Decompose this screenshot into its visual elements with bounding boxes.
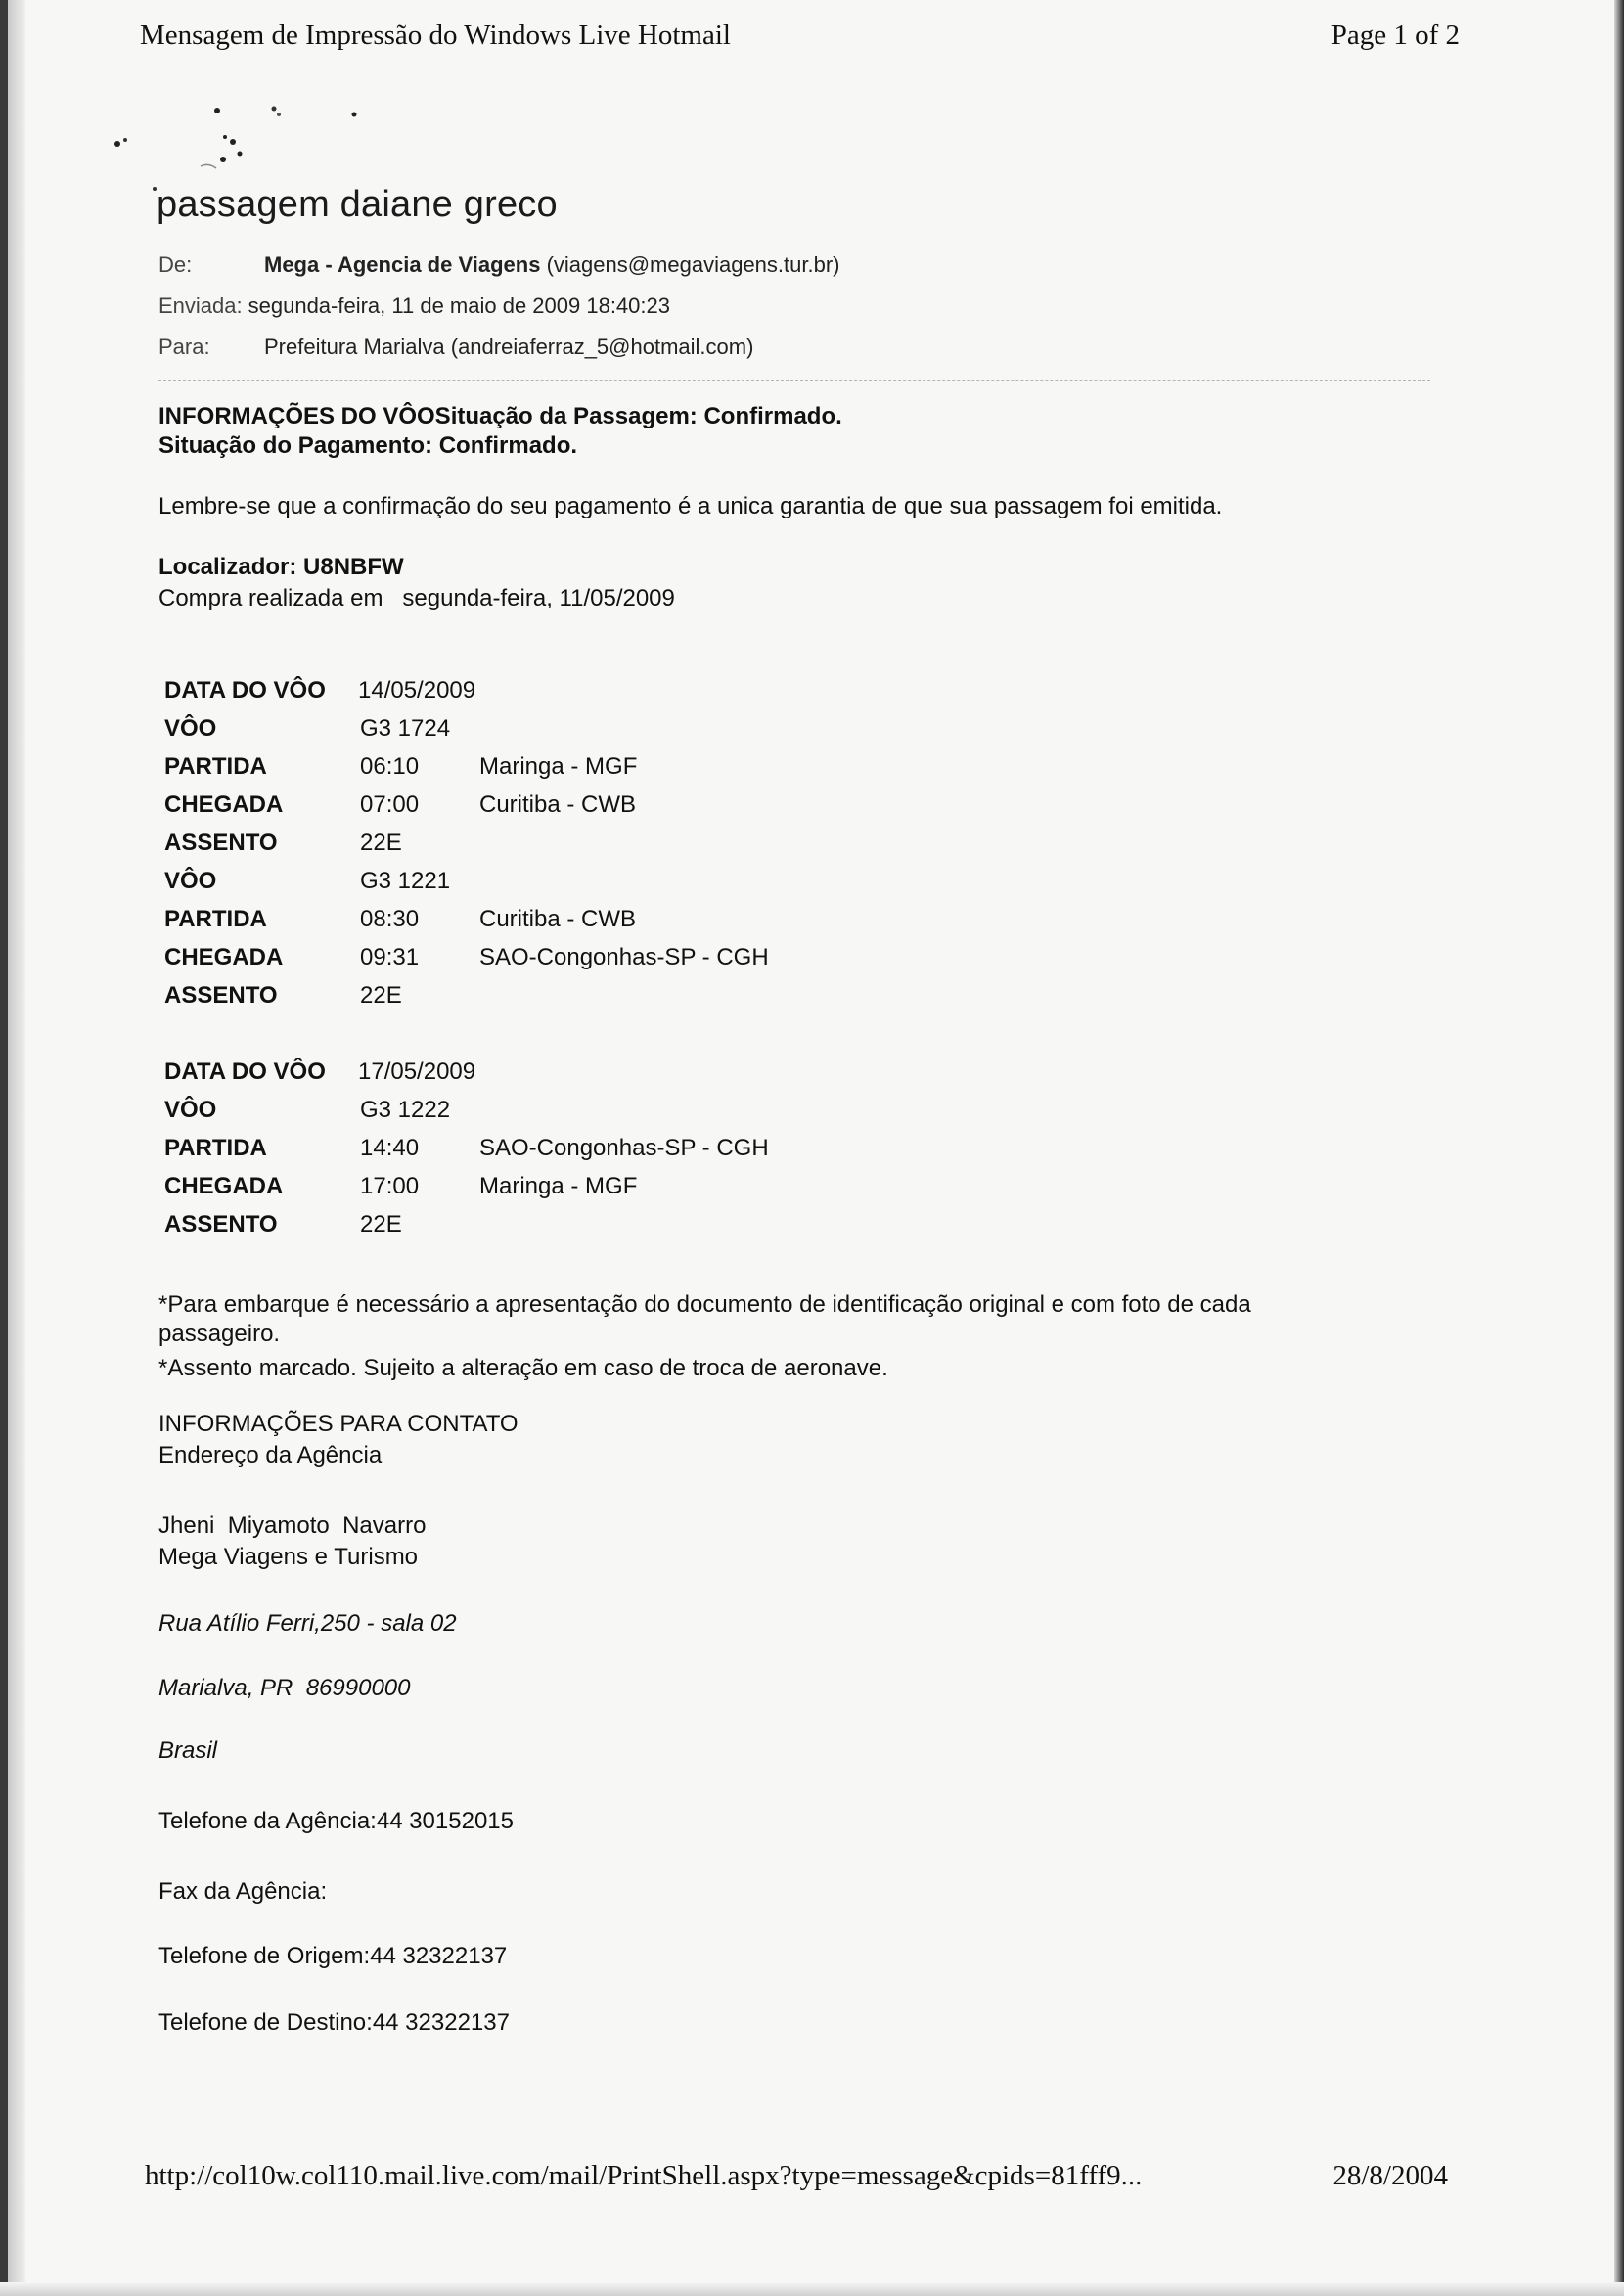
flight-date-label: DATA DO VÔO bbox=[164, 1058, 326, 1085]
id-document-note-cont: passageiro. bbox=[158, 1321, 281, 1347]
flight-date-label: DATA DO VÔO bbox=[164, 677, 326, 703]
row-value: 07:00 bbox=[360, 791, 420, 818]
booking-locator: Localizador: U8NBFW bbox=[158, 554, 404, 580]
scan-edge-right bbox=[1614, 0, 1624, 2296]
row-label: CHEGADA bbox=[164, 944, 284, 970]
purchase-date: Compra realizada em segunda-feira, 11/05/2009 bbox=[158, 585, 675, 611]
row-value: G3 1724 bbox=[360, 715, 451, 742]
message-url-link[interactable]: http://col10w.col110.mail.live.com/mail/PrintShell.aspx?type=message&cpids=81fff9... bbox=[145, 2160, 1143, 2191]
row-label: PARTIDA bbox=[164, 906, 267, 932]
row-label: ASSENTO bbox=[164, 982, 278, 1009]
print-header-title: Mensagem de Impressão do Windows Live Hotmail bbox=[140, 20, 731, 51]
row-value: 06:10 bbox=[360, 753, 420, 780]
sender-name: Mega - Agencia de Viagens bbox=[264, 252, 541, 277]
row-label: VÔO bbox=[164, 715, 217, 742]
from-line bbox=[158, 252, 839, 278]
row-location: SAO-Congonhas-SP - CGH bbox=[479, 1135, 769, 1161]
agency-phone: Telefone da Agência:44 30152015 bbox=[158, 1808, 514, 1834]
row-label: ASSENTO bbox=[164, 830, 278, 856]
flight-date: 14/05/2009 bbox=[358, 677, 476, 703]
city-address: Marialva, PR 86990000 bbox=[158, 1675, 411, 1701]
row-value: G3 1222 bbox=[360, 1097, 451, 1123]
seat-note: *Assento marcado. Sujeito a alteração em caso de troca de aeronave. bbox=[158, 1355, 888, 1381]
row-value: 17:00 bbox=[360, 1173, 420, 1199]
email-subject: passagem daiane greco bbox=[157, 184, 558, 225]
flight-date: 17/05/2009 bbox=[358, 1058, 476, 1085]
header-divider bbox=[158, 380, 1430, 381]
print-date: 28/8/2004 bbox=[1332, 2160, 1448, 2191]
sender-email: (viagens@megaviagens.tur.br) bbox=[546, 252, 840, 277]
print-header bbox=[140, 20, 1460, 59]
country: Brasil bbox=[158, 1737, 218, 1764]
sent-line bbox=[158, 293, 670, 319]
scan-shadow-left bbox=[8, 0, 25, 2296]
row-value: 22E bbox=[360, 830, 402, 856]
scan-edge-bottom bbox=[0, 2282, 1624, 2296]
row-value: G3 1221 bbox=[360, 868, 451, 894]
row-label: ASSENTO bbox=[164, 1211, 278, 1238]
row-value: 09:31 bbox=[360, 944, 420, 970]
row-value: 14:40 bbox=[360, 1135, 420, 1161]
to-line bbox=[158, 335, 753, 360]
company-name: Mega Viagens e Turismo bbox=[158, 1544, 419, 1570]
row-location: SAO-Congonhas-SP - CGH bbox=[479, 944, 769, 970]
row-location: Curitiba - CWB bbox=[479, 906, 637, 932]
page-number: Page 1 of 2 bbox=[1331, 20, 1460, 51]
agency-address-label: Endereço da Agência bbox=[158, 1442, 383, 1468]
from-label: De: bbox=[158, 252, 193, 277]
row-location: Maringa - MGF bbox=[479, 753, 638, 780]
origin-phone: Telefone de Origem:44 32322137 bbox=[158, 1943, 508, 1969]
row-label: PARTIDA bbox=[164, 753, 267, 780]
row-label: VÔO bbox=[164, 868, 217, 894]
recipient: Prefeitura Marialva (andreiaferraz_5@hotmail.com) bbox=[264, 335, 754, 359]
sent-label: Enviada: bbox=[158, 293, 243, 318]
payment-status: Situação do Pagamento: Confirmado. bbox=[158, 432, 578, 459]
agent-name: Jheni Miyamoto Navarro bbox=[158, 1512, 427, 1539]
id-document-note: *Para embarque é necessário a apresentação do documento de identificação original e com foto de cada bbox=[158, 1291, 1251, 1318]
scan-edge-left bbox=[0, 0, 8, 2296]
destination-phone: Telefone de Destino:44 32322137 bbox=[158, 2009, 510, 2036]
contact-heading: INFORMAÇÕES PARA CONTATO bbox=[158, 1411, 519, 1437]
row-value: 08:30 bbox=[360, 906, 420, 932]
row-label: PARTIDA bbox=[164, 1135, 267, 1161]
row-label: VÔO bbox=[164, 1097, 217, 1123]
ticket-status: INFORMAÇÕES DO VÔOSituação da Passagem: Confirmado. bbox=[158, 403, 842, 429]
to-label: Para: bbox=[158, 335, 210, 359]
payment-reminder: Lembre-se que a confirmação do seu pagamento é a unica garantia de que sua passagem foi emitida. bbox=[158, 493, 1223, 519]
row-location: Maringa - MGF bbox=[479, 1173, 638, 1199]
agency-fax: Fax da Agência: bbox=[158, 1878, 328, 1905]
row-value: 22E bbox=[360, 982, 402, 1009]
row-location: Curitiba - CWB bbox=[479, 791, 637, 818]
street-address: Rua Atílio Ferri,250 - sala 02 bbox=[158, 1610, 457, 1637]
print-footer bbox=[145, 2160, 1448, 2199]
row-label: CHEGADA bbox=[164, 791, 284, 818]
row-label: CHEGADA bbox=[164, 1173, 284, 1199]
row-value: 22E bbox=[360, 1211, 402, 1238]
sent-date: segunda-feira, 11 de maio de 2009 18:40:23 bbox=[248, 293, 670, 318]
